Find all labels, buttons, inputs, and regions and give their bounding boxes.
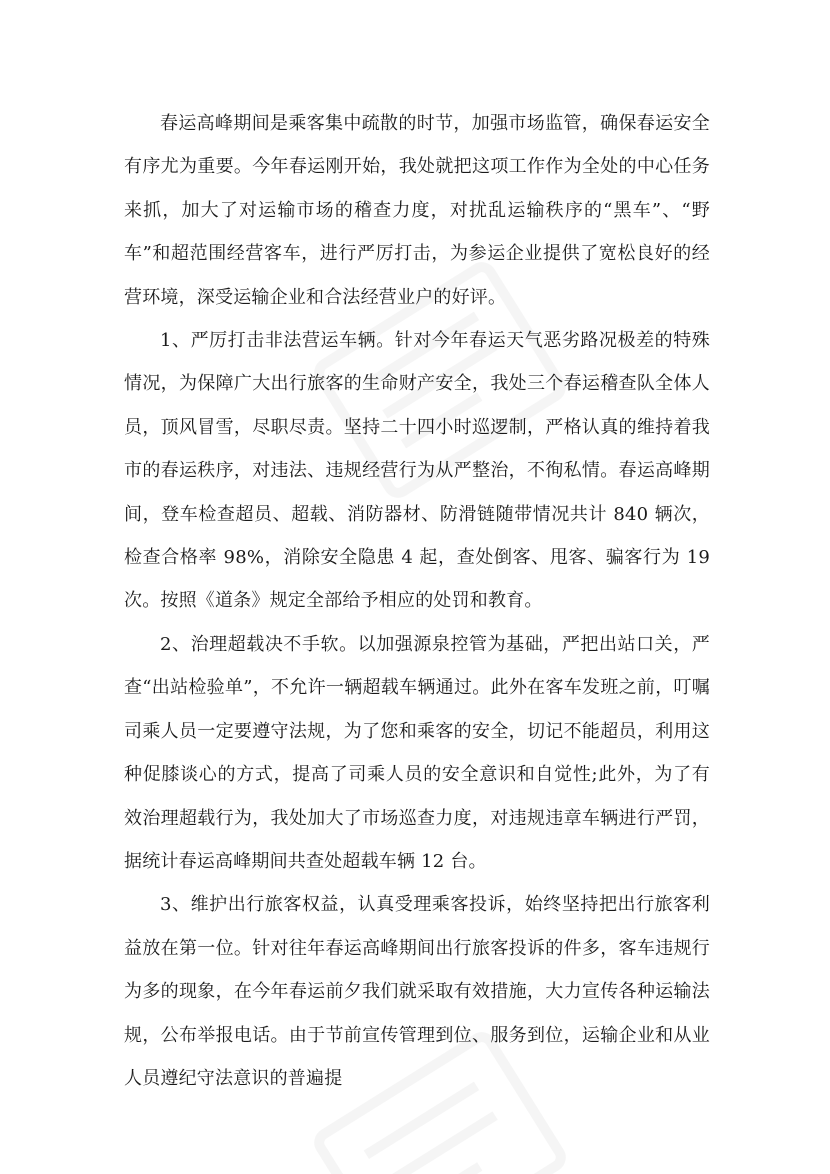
document-body (124, 102, 710, 1100)
section-3-paragraph: 3、维护出行旅客权益，认真受理乘客投诉，始终坚持把出行旅客利益放在第一位。针对往年春运高峰期间出行旅客投诉的件多，客车违规行为多的现象，在今年春运前夕我们就采取有效措施，大力宣传各种运输法规，公布举报电话。由于节前宣传管理到位、服务到位，运输企业和从业人员遵纪守法意识的普遍提 (124, 894, 710, 1089)
intro-paragraph: 春运高峰期间是乘客集中疏散的时节，加强市场监管，确保春运安全有序尤为重要。今年春运刚开始，我处就把这项工作作为全处的中心任务来抓，加大了对运输市场的稽查力度，对扰乱运输秩序的“黑车”、“野车”和超范围经营客车，进行严厉打击，为参运企业提供了宽松良好的经营环境，深受运输企业和合法经营业户的好评。 (124, 113, 710, 308)
section-2-paragraph: 2、治理超载决不手软。以加强源泉控管为基础，严把出站口关，严查“出站检验单”，不允许一辆超载车辆通过。此外在客车发班之前，叮嘱司乘人员一定要遵守法规，为了您和乘客的安全，切记不能超员，利用这种促膝谈心的方式，提高了司乘人员的安全意识和自觉性;此外，为了有效治理超载行为，我处加大了市场巡查力度，对违规违章车辆进行严罚，据统计春运高峰期间共查处超载车辆 12 台。 (124, 633, 710, 872)
section-1-paragraph: 1、严厉打击非法营运车辆。针对今年春运天气恶劣路况极差的特殊情况，为保障广大出行旅客的生命财产安全，我处三个春运稽查队全体人员，顶风冒雪，尽职尽责。坚持二十四小时巡逻制，严格认真的维持着我市的春运秩序，对违法、违规经营行为从严整治，不徇私情。春运高峰期间，登车检查超员、超载、消防器材、防滑链随带情况共计 840 辆次，检查合格率 98%，消除安全隐患 4 起，查处倒客、甩客、骗客行为 19 次。按照《道条》规定全部给予相应的处罚和教育。 (124, 330, 710, 612)
